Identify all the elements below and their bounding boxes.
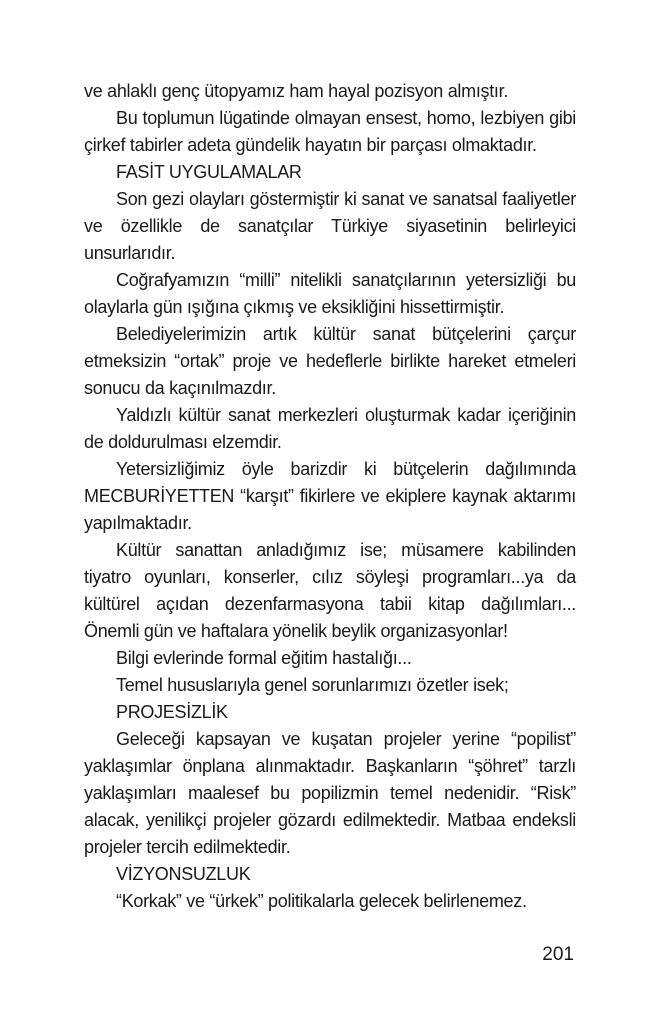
page-number: 201	[542, 944, 574, 965]
section-heading-vizyonsuzluk: VİZYONSUZLUK	[116, 864, 251, 884]
paragraph: “Korkak” ve “ürkek” politikalarla gelecek belirlenemez.	[116, 891, 527, 911]
paragraph: Yetersizliğimiz öyle barizdir ki bütçelerin dağılımında MECBURİYETTEN “karşıt” fikirlere ve ekiplere kaynak aktarımı yapılmaktadır.	[84, 459, 576, 533]
paragraph: Bilgi evlerinde formal eğitim hastalığı...	[116, 648, 412, 668]
paragraph: Coğrafyamızın “milli” nitelikli sanatçılarının yetersizliği bu olaylarla gün ışığına çıkmış ve eksikliğini hissettirmiştir.	[84, 270, 576, 317]
paragraph: Temel hususlarıyla genel sorunlarımızı özetler isek;	[116, 675, 509, 695]
body-text	[84, 78, 576, 915]
paragraph: Son gezi olayları göstermiştir ki sanat ve sanatsal faaliyetler ve özellikle de sanatçılar Türkiye siyasetinin belirleyici unsurlarıdır.	[84, 189, 576, 263]
paragraph: Kültür sanattan anladığımız ise; müsamere kabilinden tiyatro oyunları, konserler, cılız söyleşi programları...ya da kültürel açıdan dezenfarmasyona tabii kitap dağılımları... Önemli gün ve haftalara yönelik beylik organizasyonlar!	[84, 540, 576, 641]
section-heading-fasit-uygulamalar: FASİT UYGULAMALAR	[116, 162, 302, 182]
paragraph: Belediyelerimizin artık kültür sanat bütçelerini çarçur etmeksizin “ortak” proje ve hedeflerle birlikte hareket etmeleri sonucu da kaçınılmazdır.	[84, 324, 576, 398]
paragraph-continuation: ve ahlaklı genç ütopyamız ham hayal pozisyon almıştır.	[84, 81, 509, 101]
paragraph: Geleceği kapsayan ve kuşatan projeler yerine “popilist” yaklaşımlar önplana alınmaktadır. Başkanların “şöhret” tarzlı yaklaşımları maalesef bu popilizmin temel nedenidir. “Risk” alacak, yenilikçi projeler gözardı edilmektedir. Matbaa endeksli projeler tercih edilmektedir.	[84, 729, 576, 857]
section-heading-projesizlik: PROJESİZLİK	[116, 702, 228, 722]
paragraph: Bu toplumun lügatinde olmayan ensest, homo, lezbiyen gibi çirkef tabirler adeta gündelik hayatın bir parçası olmaktadır.	[84, 108, 576, 155]
paragraph: Yaldızlı kültür sanat merkezleri oluşturmak kadar içeriğinin de doldurulması elzemdir.	[84, 405, 576, 452]
